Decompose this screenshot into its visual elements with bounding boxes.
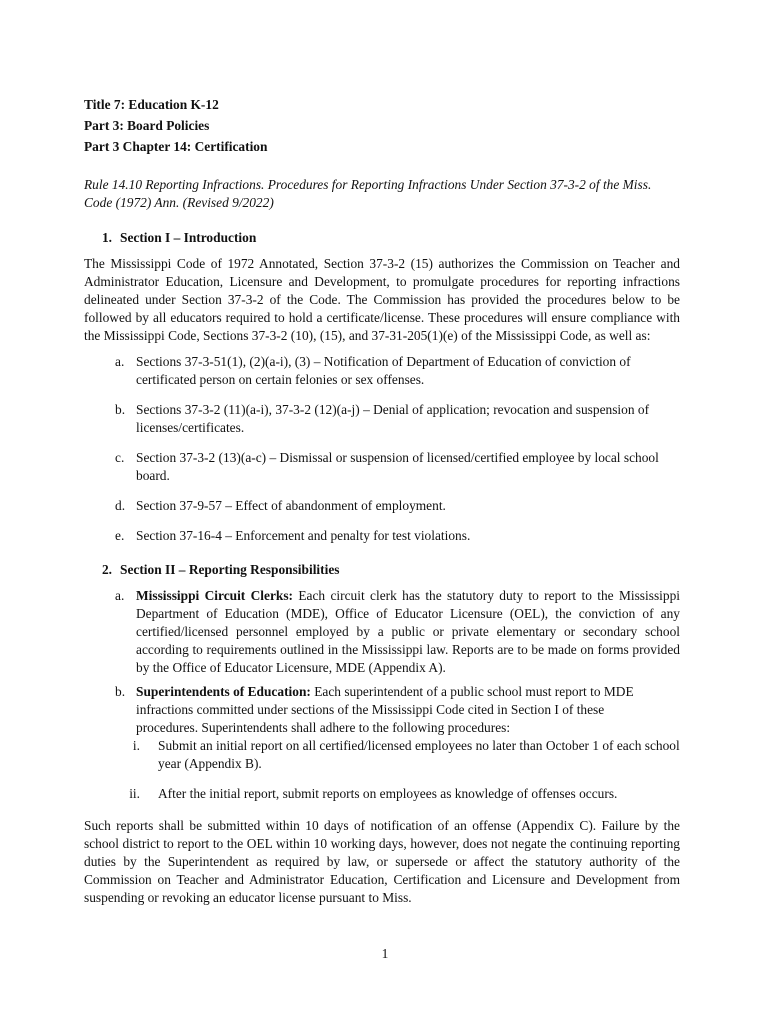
list-item-label: e. bbox=[115, 528, 125, 543]
list-item-text: Section 37-16-4 – Enforcement and penalty for test violations. bbox=[136, 528, 471, 543]
circuit-clerks-text: Each circuit clerk has the statutory duty to report to the Mississippi Department of Education (MDE), Office of Educator Licensure (OEL), the conviction of any certified/licensed personnel employed by a public or private elementary or secondary school according to requirements outlined in the Mississippi law. Reports are to be made on forms provided by the Office of Educator Licensure, MDE (Appendix A). bbox=[136, 588, 680, 675]
sub-list-item-text: Submit an initial report on all certified/licensed employees no later than October 1 of each school year (Appendix B). bbox=[158, 738, 680, 771]
list-item-text: Sections 37-3-2 (11)(a-i), 37-3-2 (12)(a-j) – Denial of application; revocation and suspension of licenses/certificates. bbox=[136, 402, 650, 435]
list-item bbox=[84, 587, 680, 677]
list-item bbox=[84, 353, 680, 389]
list-item-text: Section 37-3-2 (13)(a-c) – Dismissal or suspension of licensed/certified employee by local school board. bbox=[136, 450, 659, 483]
section-1-title: Section I – Introduction bbox=[120, 230, 257, 245]
sub-list-item-label: i. bbox=[132, 738, 140, 753]
section-2-title: Section II – Reporting Responsibilities bbox=[120, 562, 340, 577]
document-page bbox=[84, 94, 680, 907]
section-1-heading bbox=[84, 229, 680, 247]
sub-list-item-label: ii. bbox=[129, 786, 140, 801]
list-item-text bbox=[136, 683, 680, 737]
list-item bbox=[84, 497, 680, 515]
document-title: Title 7: Education K-12 bbox=[84, 97, 219, 112]
section-1-intro: The Mississippi Code of 1972 Annotated, Section 37-3-2 (15) authorizes the Commission on Teacher and Administrator Education, Licensure and Development, to promulgate procedures for reporting infractions delineated under Section 37-3-2 of the Code. The Commission has provided the procedures below to be followed by all educators required to hold a certificate/license. These procedures will ensure compliance with the Mississippi Code, Sections 37-3-2 (10), (15), and 37-31-205(1)(e) of the Mississippi Code, as well as: bbox=[84, 256, 680, 343]
list-item-label: b. bbox=[115, 402, 126, 417]
sub-list-item bbox=[84, 737, 680, 773]
list-item-text: Sections 37-3-51(1), (2)(a-i), (3) – Notification of Department of Education of conviction of certificated person on certain felonies or sex offenses. bbox=[136, 354, 631, 387]
circuit-clerks-label: Mississippi Circuit Clerks: bbox=[136, 588, 294, 603]
list-item bbox=[84, 449, 680, 485]
superintendents-text: Each superintendent of a public school must report to MDE infractions committed under sections of the Mississippi Code cited in Section I of these procedures. Superintendents shall adhere to the following procedures: bbox=[136, 684, 634, 735]
document-part: Part 3: Board Policies bbox=[84, 118, 210, 133]
list-item-label: a. bbox=[115, 588, 125, 603]
list-item-label: b. bbox=[115, 684, 126, 699]
superintendents-label: Superintendents of Education: bbox=[136, 684, 311, 699]
section-2-number: 2. bbox=[101, 562, 112, 577]
list-item-label: d. bbox=[115, 498, 126, 513]
document-chapter: Part 3 Chapter 14: Certification bbox=[84, 139, 268, 154]
list-item-text: Section 37-9-57 – Effect of abandonment of employment. bbox=[136, 498, 446, 513]
section-2-heading bbox=[84, 561, 680, 579]
page-number: 1 bbox=[381, 946, 389, 961]
closing-paragraph: Such reports shall be submitted within 10 days of notification of an offense (Appendix C). Failure by the school district to report to the OEL within 10 working days, however, does not negate the continuing reporting duties by the Superintendent as required by law, or supersede or affect the statutory authority of the Commission on Teacher and Administrator Education, Certification and Licensure and Development from suspending or revoking an educator license pursuant to Miss. bbox=[84, 818, 680, 905]
list-item bbox=[84, 683, 680, 737]
section-1-number: 1. bbox=[101, 230, 112, 245]
list-item bbox=[84, 527, 680, 545]
sub-list-item-text: After the initial report, submit reports on employees as knowledge of offenses occurs. bbox=[158, 786, 618, 801]
list-item bbox=[84, 401, 680, 437]
sub-list-item bbox=[84, 785, 680, 803]
list-item-label: a. bbox=[115, 354, 125, 369]
rule-title: Rule 14.10 Reporting Infractions. Procedures for Reporting Infractions Under Section 37-3-2 of the Miss. Code (1972) Ann. (Revised 9/2022) bbox=[84, 177, 652, 210]
list-item-text bbox=[136, 587, 680, 677]
list-item-label: c. bbox=[115, 450, 125, 465]
